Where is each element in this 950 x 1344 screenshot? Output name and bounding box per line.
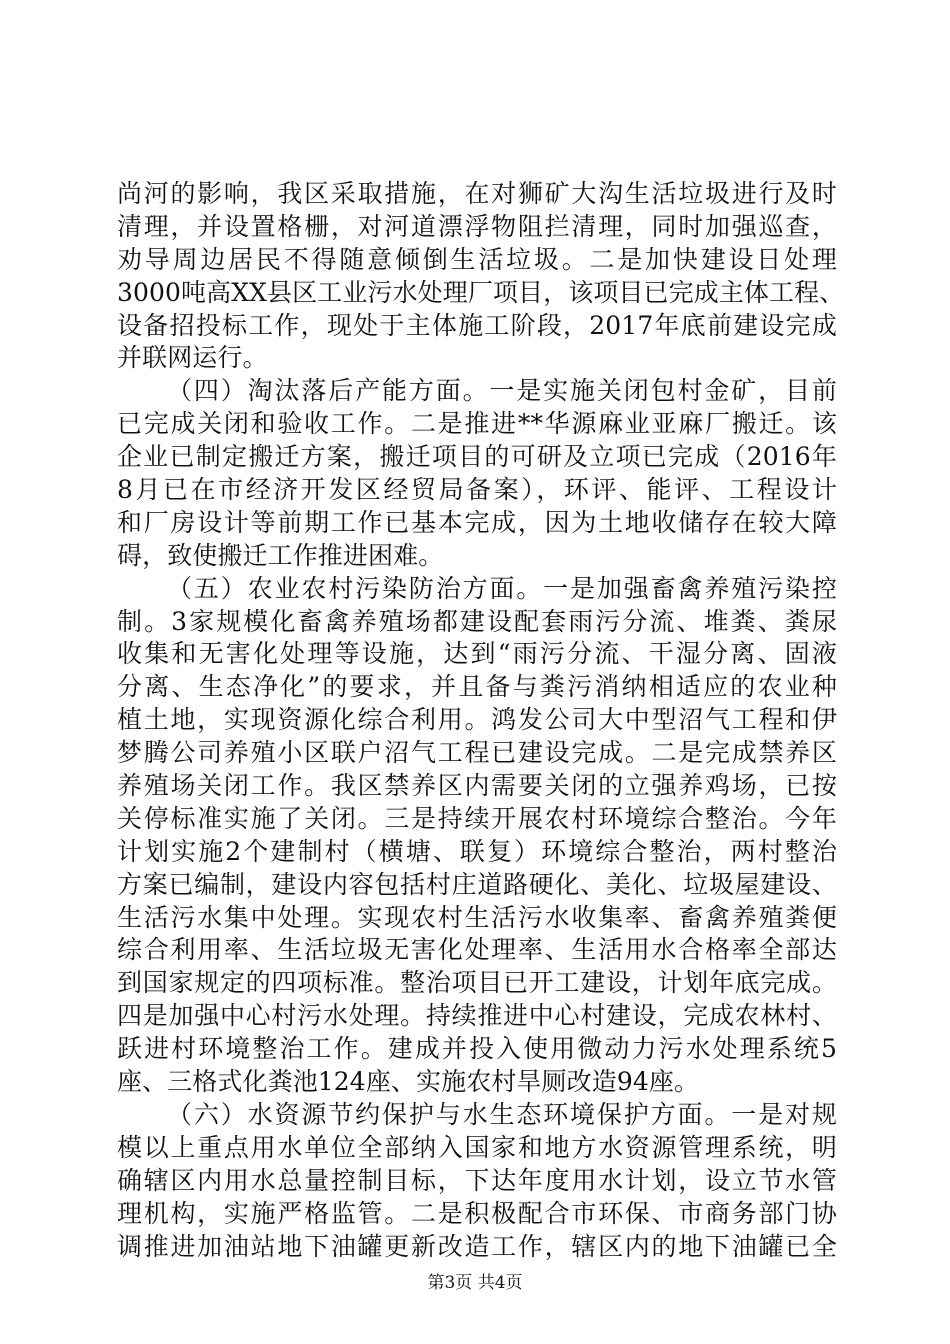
text-line: 综合利用率、生活垃圾无害化处理率、生活用水合格率全部达 (117, 935, 837, 965)
page-number: 第3页 共4页 (427, 1273, 523, 1293)
text-line: 四是加强中心村污水处理。持续推进中心村建设，完成农林村、 (117, 1001, 837, 1031)
text-line: 植土地，实现资源化综合利用。鸿发公司大中型沼气工程和伊 (117, 705, 837, 735)
text-line: （四）淘汰落后产能方面。一是实施关闭包村金矿，目前 (167, 376, 837, 406)
text-line: 已完成关闭和验收工作。二是推进**华源麻业亚麻厂搬迁。该 (117, 409, 837, 439)
text-line: 跃进村环境整治工作。建成并投入使用微动力污水处理系统5 (117, 1034, 837, 1064)
text-line: 模以上重点用水单位全部纳入国家和地方水资源管理系统，明 (117, 1132, 837, 1162)
text-line: 养殖场关闭工作。我区禁养区内需要关闭的立强养鸡场，已按 (117, 771, 837, 801)
text-line: 3000吨高XX县区工业污水处理厂项目，该项目已完成主体工程、 (117, 277, 845, 307)
text-line: 并联网运行。 (117, 343, 268, 373)
text-line: 8月已在市经济开发区经贸局备案），环评、能评、工程设计 (117, 475, 837, 505)
text-line: 生活污水集中处理。实现农村生活污水收集率、畜禽养殖粪便 (117, 902, 837, 932)
document-body (117, 178, 845, 1263)
text-line: 碍，致使搬迁工作推进困难。 (117, 540, 444, 570)
text-line: 尚河的影响，我区采取措施，在对狮矿大沟生活垃圾进行及时 (117, 179, 837, 208)
text-line: 劝导周边居民不得随意倾倒生活垃圾。二是加快建设日处理 (117, 244, 837, 274)
text-line: 座、三格式化粪池124座、实施农村旱厕改造94座。 (117, 1067, 700, 1097)
text-line: 关停标准实施了关闭。三是持续开展农村环境综合整治。今年 (117, 803, 837, 833)
text-line: 制。3家规模化畜禽养殖场都建设配套雨污分流、堆粪、粪尿 (117, 606, 837, 636)
text-line: 设备招投标工作，现处于主体施工阶段，2017年底前建设完成 (117, 310, 837, 340)
text-line: （六）水资源节约保护与水生态环境保护方面。一是对规 (167, 1099, 837, 1129)
text-line: 和厂房设计等前期工作已基本完成，因为土地收储存在较大障 (117, 507, 837, 537)
text-line: 到国家规定的四项标准。整治项目已开工建设，计划年底完成。 (117, 968, 837, 998)
text-line: 确辖区内用水总量控制目标，下达年度用水计划，设立节水管 (117, 1165, 837, 1195)
text-line: 理机构，实施严格监管。二是积极配合市环保、市商务部门协 (117, 1198, 837, 1228)
text-line: 企业已制定搬迁方案，搬迁项目的可研及立项已完成（2016年 (117, 442, 837, 472)
text-line: 调推进加油站地下油罐更新改造工作，辖区内的地下油罐已全 (117, 1231, 837, 1261)
text-line: 方案已编制，建设内容包括村庄道路硬化、美化、垃圾屋建设、 (117, 869, 837, 899)
text-line: 分离、生态净化”的要求，并且备与粪污消纳相适应的农业种 (117, 672, 837, 702)
text-line: （五）农业农村污染防治方面。一是加强畜禽养殖污染控 (167, 573, 837, 603)
text-line: 清理，并设置格栅，对河道漂浮物阻拦清理，同时加强巡查， (117, 211, 837, 241)
text-line: 计划实施2个建制村（横塘、联复）环境综合整治，两村整治 (117, 836, 837, 866)
text-line: 梦腾公司养殖小区联户沼气工程已建设完成。二是完成禁养区 (117, 738, 837, 768)
text-line: 收集和无害化处理等设施，达到“雨污分流、干湿分离、固液 (117, 639, 837, 669)
